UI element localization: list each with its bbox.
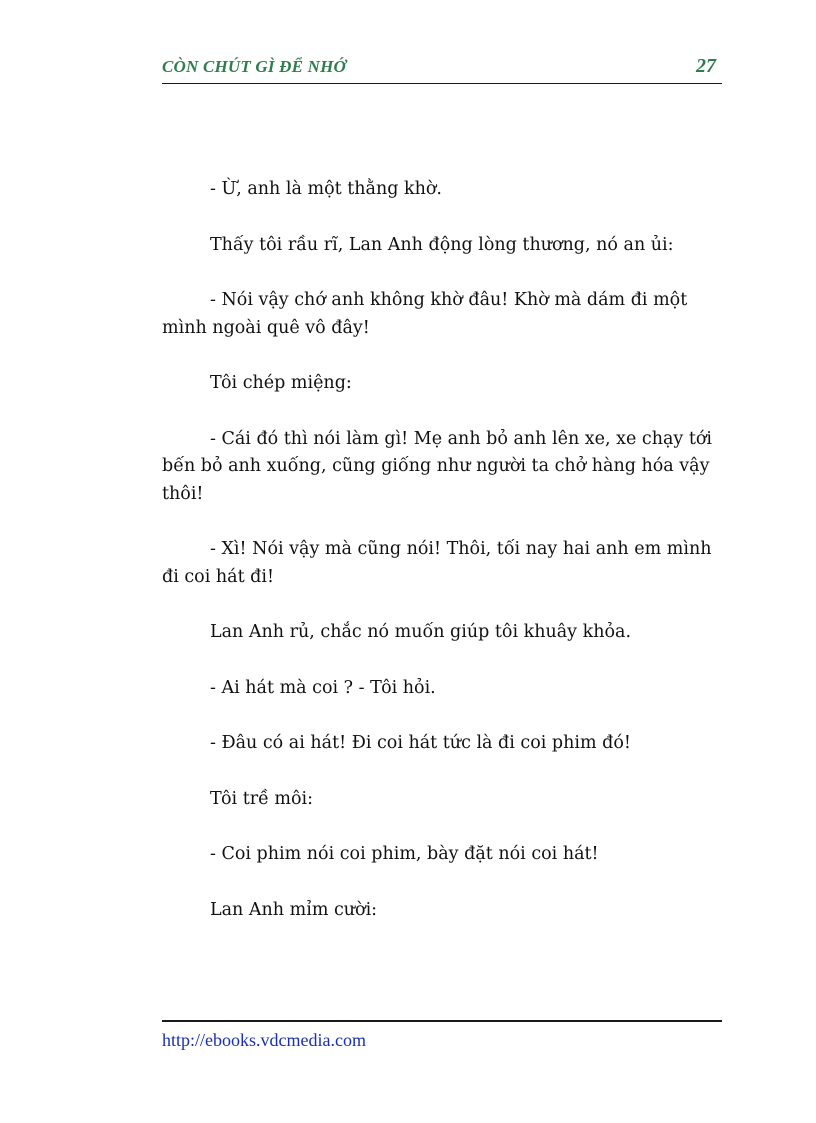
paragraph: Thấy tôi rầu rĩ, Lan Anh động lòng thương, nó an ủi:	[210, 234, 674, 255]
paragraph: - Nói vậy chớ anh không khờ đâu! Khờ mà dám đi một mình ngoài quê vô đây!	[162, 290, 688, 338]
footer-divider	[162, 1020, 722, 1022]
page-header	[162, 55, 722, 84]
paragraph: Lan Anh mỉm cười:	[210, 899, 378, 920]
paragraph: - Coi phim nói coi phim, bày đặt nói coi hát!	[210, 844, 599, 864]
paragraph: - Ai hát mà coi ? - Tôi hỏi.	[210, 677, 436, 698]
paragraph: Tôi trề môi:	[210, 788, 314, 809]
paragraph: - Đâu có ai hát! Đi coi hát tức là đi coi phim đó!	[210, 733, 631, 753]
paragraph: Lan Anh rủ, chắc nó muốn giúp tôi khuây khỏa.	[210, 622, 632, 642]
book-title: CÒN CHÚT GÌ ĐỂ NHỚ	[162, 57, 347, 76]
paragraph: - Ừ, anh là một thằng khờ.	[210, 179, 442, 199]
chapter-text	[162, 176, 714, 952]
paragraph: Tôi chép miệng:	[210, 373, 352, 393]
footer-website-link[interactable]: http://ebooks.vdcmedia.com	[162, 1030, 366, 1050]
paragraph: - Cái đó thì nói làm gì! Mẹ anh bỏ anh lên xe, xe chạy tới bến bỏ anh xuống, cũng giống như người ta chở hàng hóa vậy thôi!	[162, 428, 713, 504]
paragraph: - Xì! Nói vậy mà cũng nói! Thôi, tối nay hai anh em mình đi coi hát đi!	[162, 539, 712, 587]
page-number: 27	[696, 55, 716, 77]
